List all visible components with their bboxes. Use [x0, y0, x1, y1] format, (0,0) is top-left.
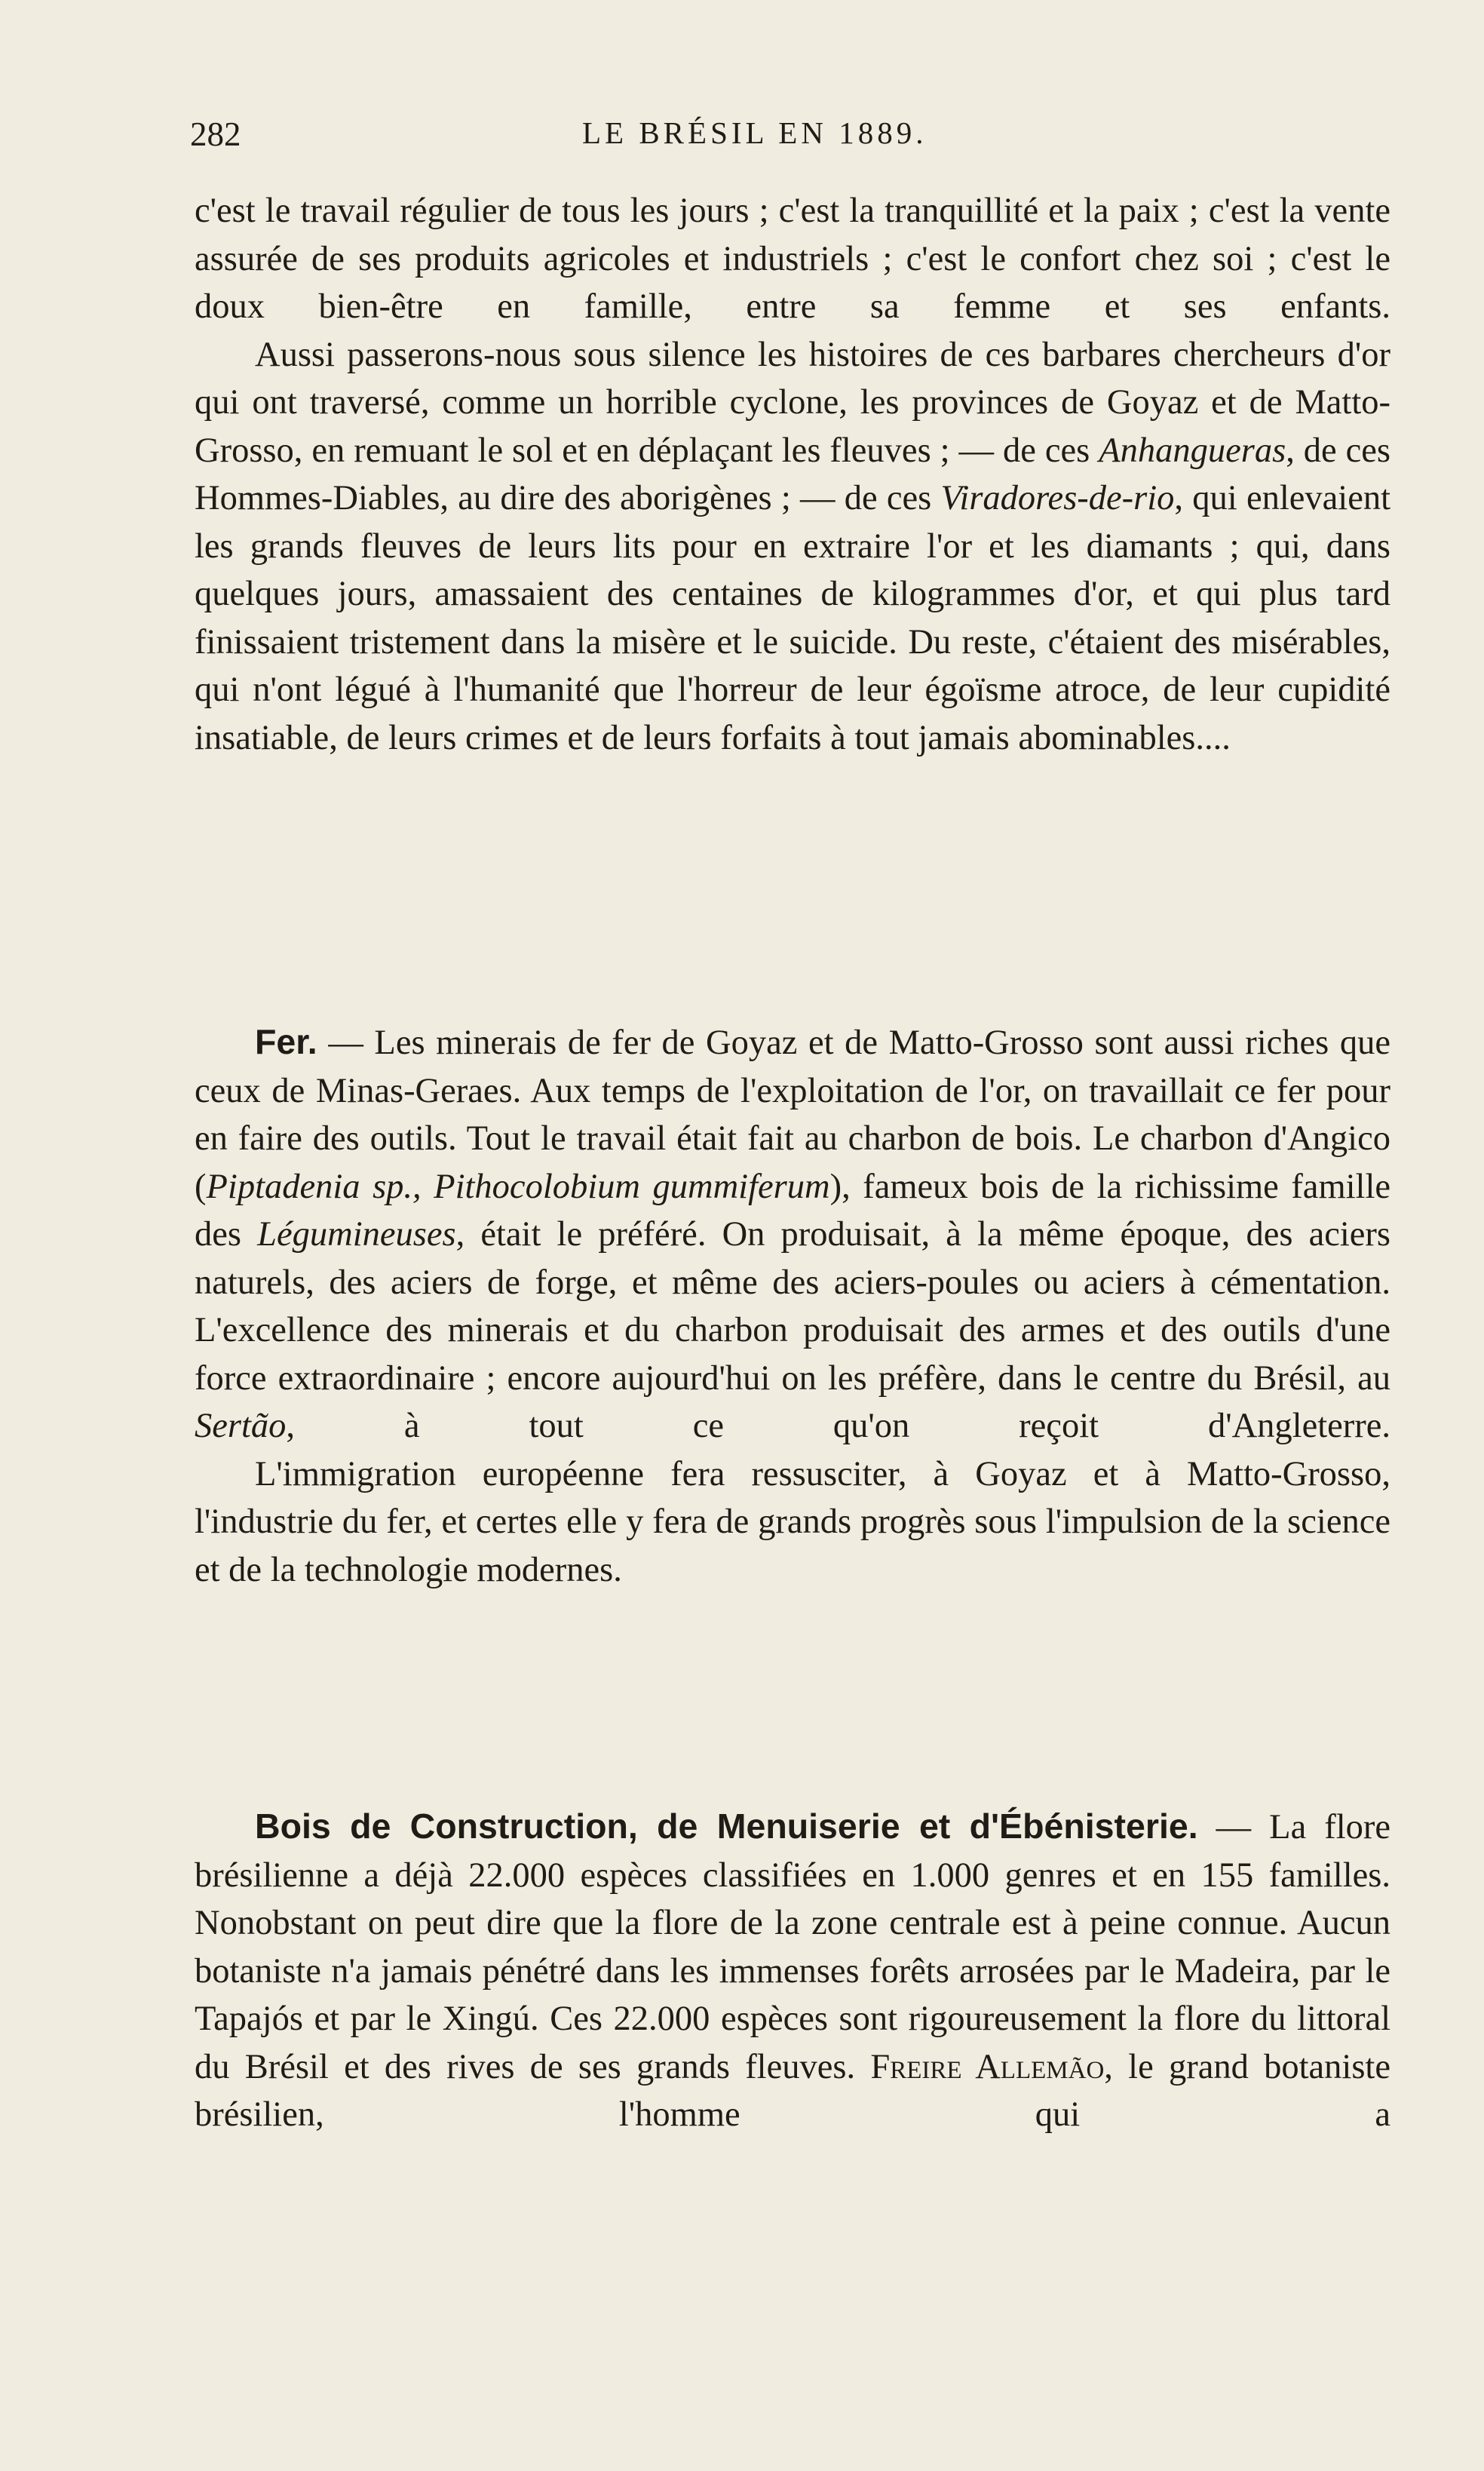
fer-section — [195, 1018, 1390, 1594]
fer-paragraph-1: Fer. — Les minerais de fer de Goyaz et de Matto-Grosso sont aussi riches que ceux de Minas-Geraes. Aux temps de l'exploitation de l'or, on travaillait ce fer pour en faire des outils. Tout le travail était fait au charbon de bois. Le charbon d'Angico (Piptadenia sp., Pithocolobium gummiferum), fameux bois de la richissime famille des Légumineuses, était le préféré. On produisait, à la même époque, des aciers naturels, des aciers de forge, et même des aciers-poules ou aciers à cémentation. L'excellence des minerais et du charbon produisait des armes et des outils d'une force extraordinaire ; encore aujourd'hui on les préfère, dans le centre du Brésil, au Sertão, à tout ce qu'on reçoit d'Angleterre. — [195, 1022, 1391, 1445]
running-title: LE BRÉSIL EN 1889. — [582, 115, 928, 150]
fer-paragraph-2: L'immigration européenne fera ressusciter, à Goyaz et à Matto-Grosso, l'industrie du fer, et certes elle y fera de grands progrès sous l'impulsion de la science et de la technologie modernes. — [195, 1454, 1390, 1589]
bois-section — [195, 1803, 1390, 2139]
page-number: 282 — [190, 115, 241, 153]
italic-term: Piptadenia sp., Pithocolobium gummiferum — [206, 1167, 830, 1206]
section-heading-bois: Bois de Construction, de Menuiserie et d'Ébénisterie. — [255, 1806, 1198, 1846]
italic-term: Anhangueras — [1099, 431, 1286, 470]
italic-term: Sertão — [195, 1407, 287, 1445]
intro-paragraph-1: c'est le travail régulier de tous les jours ; c'est la tranquillité et la paix ; c'est la vente assurée de ses produits agricoles et industriels ; c'est le confort chez soi ; c'est le doux bien-être en famille, entre sa femme et ses enfants. — [195, 192, 1390, 326]
italic-term: Viradores-de-rio — [940, 479, 1175, 517]
italic-term: Légumineuses — [257, 1215, 456, 1254]
section-heading-fer: Fer. — [255, 1022, 317, 1061]
author-name: Freire Allemão — [870, 2047, 1105, 2086]
intro-paragraph-2: Aussi passerons-nous sous silence les histoires de ces barbares chercheurs d'or qui ont traversé, comme un horrible cyclone, les provinces de Goyaz et de Matto-Grosso, en remuant le sol et en déplaçant les fleuves ; — de ces Anhangueras, de ces Hommes-Diables, au dire des aborigènes ; — de ces Viradores-de-rio, qui enlevaient les grands fleuves de leurs lits pour en extraire l'or et les diamants ; qui, dans quelques jours, amassaient des centaines de kilogrammes d'or, et qui plus tard finissaient tristement dans la misère et le suicide. Du reste, c'étaient des misérables, qui n'ont légué à l'humanité que l'horreur de leur égoïsme atroce, de leur cupidité insatiable, de leurs crimes et de leurs forfaits à tout jamais abominables.... — [195, 335, 1391, 757]
page-header — [190, 115, 1394, 167]
bois-paragraph-1: Bois de Construction, de Menuiserie et d'Ébénisterie. — La flore brésilienne a déjà 22.000 espèces classifiées en 1.000 genres et en 155 familles. Nonobstant on peut dire que la flore de la zone centrale est à peine connue. Aucun botaniste n'a jamais pénétré dans les immenses forêts arrosées par le Madeira, par le Tapajós et par le Xingú. Ces 22.000 espèces sont rigoureusement la flore du littoral du Brésil et des rives de ses grands fleuves. Freire Allemão, le grand botaniste brésilien, l'homme qui a — [195, 1806, 1390, 2134]
intro-section — [195, 187, 1390, 762]
